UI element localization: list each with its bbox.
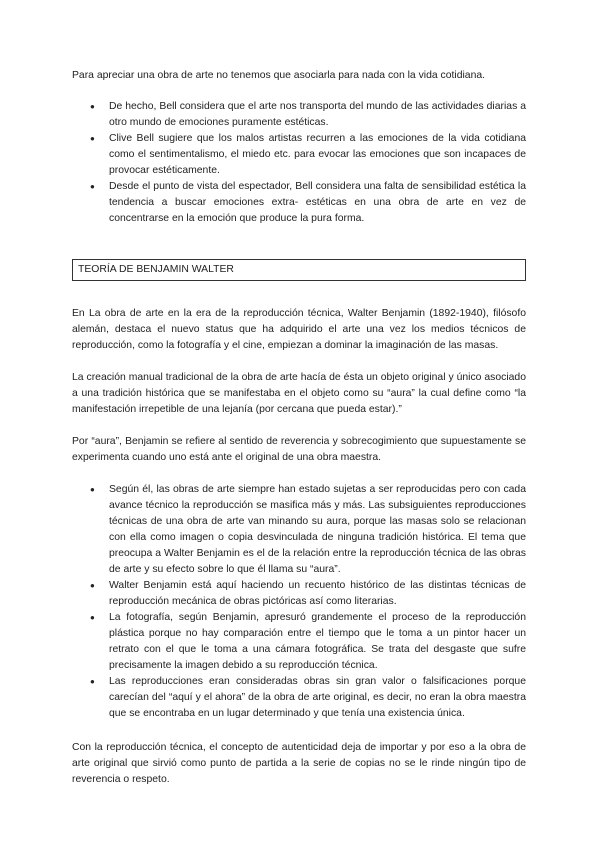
list-item: ● Clive Bell sugiere que los malos artistas recurren a las emociones de la vida cotidiana como el sentimentalismo, el miedo etc. para evocar las emociones que son incapaces de provocar estéticamente. [109, 131, 526, 179]
list-item: ● Las reproducciones eran consideradas obras sin gran valor o falsificaciones porque carecían del “aquí y el ahora” de la obra de arte original, es decir, no eran la obra maestra que se encontraba en un lugar determinado y que tenía una existencia única. [109, 674, 526, 722]
conclusion-paragraph: Con la reproducción técnica, el concepto de autenticidad deja de importar y por eso a la obra de arte original que sirvió como punto de partida a la serie de copias no se le rinde ningún tipo de reverencia o respeto. [72, 742, 526, 785]
benjamin-intro-paragraph: En La obra de arte en la era de la reproducción técnica, Walter Benjamin (1892-1940), filósofo alemán, destaca el nuevo status que ha adquirido el arte una vez los medios técnicos de reproducción, como la fotografía y el cine, empiezan a dominar la imaginación de las masas. [72, 308, 526, 351]
section-heading: TEORÍA DE BENJAMIN WALTER [72, 259, 526, 281]
list-item: ● Desde el punto de vista del espectador, Bell considera una falta de sensibilidad estética la tendencia a buscar emociones extra- estéticas en una obra de arte en vez de concentrarse en la emoción que produce la pura forma. [109, 179, 526, 227]
list-item: ● Walter Benjamin está aquí haciendo un recuento histórico de las distintas técnicas de reproducción mecánica de obras pictóricas así como literarias. [109, 578, 526, 610]
benjamin-bullet-list [72, 482, 526, 722]
document-page [72, 68, 526, 788]
list-item: ● De hecho, Bell considera que el arte nos transporta del mundo de las actividades diarias a otro mundo de emociones puramente estéticas. [109, 99, 526, 131]
list-item: ● Según él, las obras de arte siempre han estado sujetas a ser reproducidas pero con cada avance técnico la reproducción se masifica más y más. Las subsiguientes reproducciones técnicas de una obra de arte van minando su aura, porque las masas solo se relacionan con ella como imagen o copia desvinculada de ninguna tradición histórica. El tema que preocupa a Walter Benjamin es el de la relación entre la reproducción técnica de las obras de arte y su efecto sobre lo que él llama su “aura”. [109, 482, 526, 578]
intro-paragraph: Para apreciar una obra de arte no tenemos que asociarla para nada con la vida cotidiana. [72, 70, 486, 81]
aura-definition-paragraph: Por “aura”, Benjamin se refiere al sentido de reverencia y sobrecogimiento que supuestamente se experimenta cuando uno está ante el original de una obra maestra. [72, 436, 526, 463]
bell-bullet-list [72, 99, 526, 227]
aura-paragraph: La creación manual tradicional de la obra de arte hacía de ésta un objeto original y único asociado a una tradición histórica que se manifestaba en el objeto como su “aura” la cual define como “la manifestación irrepetible de una lejanía (por cercana que pueda estar).” [72, 372, 526, 415]
list-item: ● La fotografía, según Benjamin, apresuró grandemente el proceso de la reproducción plástica porque no hay comparación entre el tiempo que le toma a un pintor hacer un retrato con el que le toma a una cámara fotográfica. Se trata del desgaste que sufre precisamente la imagen debido a su reproducción técnica. [109, 610, 526, 674]
